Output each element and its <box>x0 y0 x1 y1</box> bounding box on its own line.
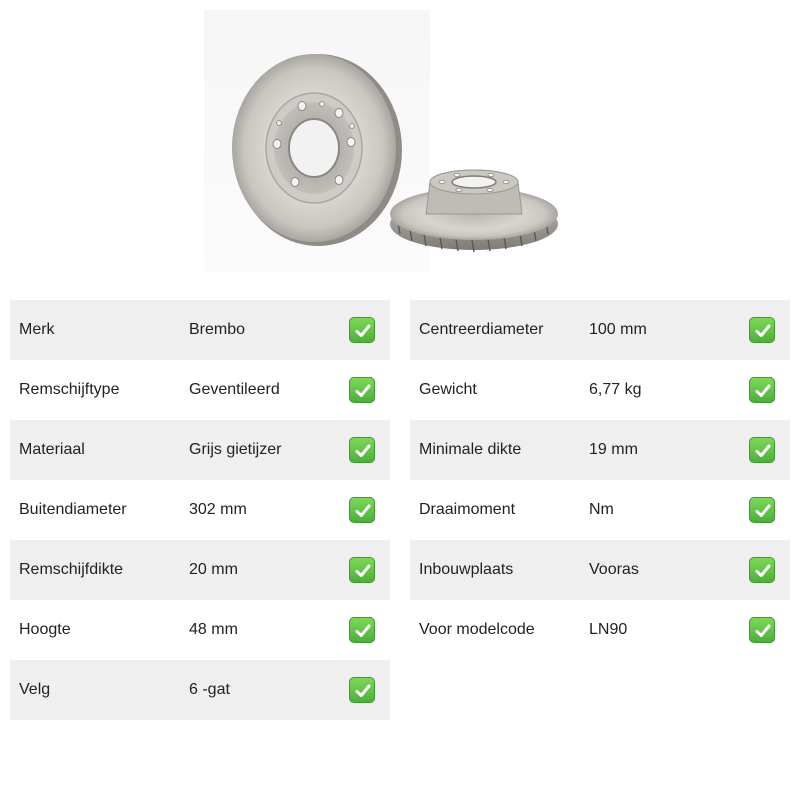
product-image <box>204 10 430 272</box>
spec-value: Grijs gietijzer <box>189 441 282 458</box>
spec-label: Velg <box>19 681 51 698</box>
spec-label: Materiaal <box>19 441 85 458</box>
spec-row <box>410 360 790 420</box>
spec-value: 19 mm <box>589 441 638 458</box>
spec-table-right <box>410 300 790 660</box>
check-icon <box>749 377 775 403</box>
spec-label: Buitendiameter <box>19 501 127 518</box>
spec-label: Inbouwplaats <box>419 561 514 578</box>
spec-label: Centreerdiameter <box>419 321 544 338</box>
spec-value: 48 mm <box>189 621 238 638</box>
spec-table-left <box>10 300 390 720</box>
spec-row <box>10 660 390 720</box>
check-icon <box>749 497 775 523</box>
spec-value: LN90 <box>589 621 628 638</box>
brake-disc-illustration <box>204 10 564 272</box>
check-icon <box>349 497 375 523</box>
spec-row <box>410 300 790 360</box>
spec-value: 20 mm <box>189 561 238 578</box>
spec-row <box>10 600 390 660</box>
spec-value: Brembo <box>189 321 246 338</box>
spec-row <box>410 600 790 660</box>
check-icon <box>749 317 775 343</box>
spec-row <box>10 540 390 600</box>
check-icon <box>749 437 775 463</box>
spec-value: Vooras <box>589 561 639 578</box>
check-icon <box>349 377 375 403</box>
spec-row <box>10 300 390 360</box>
check-icon <box>349 617 375 643</box>
spec-value: 6 -gat <box>189 681 230 698</box>
spec-value: Geventileerd <box>189 381 280 398</box>
spec-label: Voor modelcode <box>419 621 535 638</box>
spec-value: Nm <box>589 501 614 518</box>
spec-value: 302 mm <box>189 501 247 518</box>
spec-row <box>410 420 790 480</box>
spec-label: Remschijftype <box>19 381 120 398</box>
spec-row <box>10 420 390 480</box>
spec-label: Minimale dikte <box>419 441 522 458</box>
spec-label: Hoogte <box>19 621 71 638</box>
check-icon <box>349 677 375 703</box>
check-icon <box>749 557 775 583</box>
spec-label: Remschijfdikte <box>19 561 124 578</box>
spec-row <box>10 480 390 540</box>
check-icon <box>349 317 375 343</box>
spec-row <box>410 540 790 600</box>
spec-label: Gewicht <box>419 381 477 398</box>
check-icon <box>349 557 375 583</box>
spec-value: 100 mm <box>589 321 647 338</box>
spec-row <box>10 360 390 420</box>
spec-label: Draaimoment <box>419 501 516 518</box>
check-icon <box>349 437 375 463</box>
spec-value: 6,77 kg <box>589 381 642 398</box>
check-icon <box>749 617 775 643</box>
spec-label: Merk <box>19 321 55 338</box>
spec-row <box>410 480 790 540</box>
